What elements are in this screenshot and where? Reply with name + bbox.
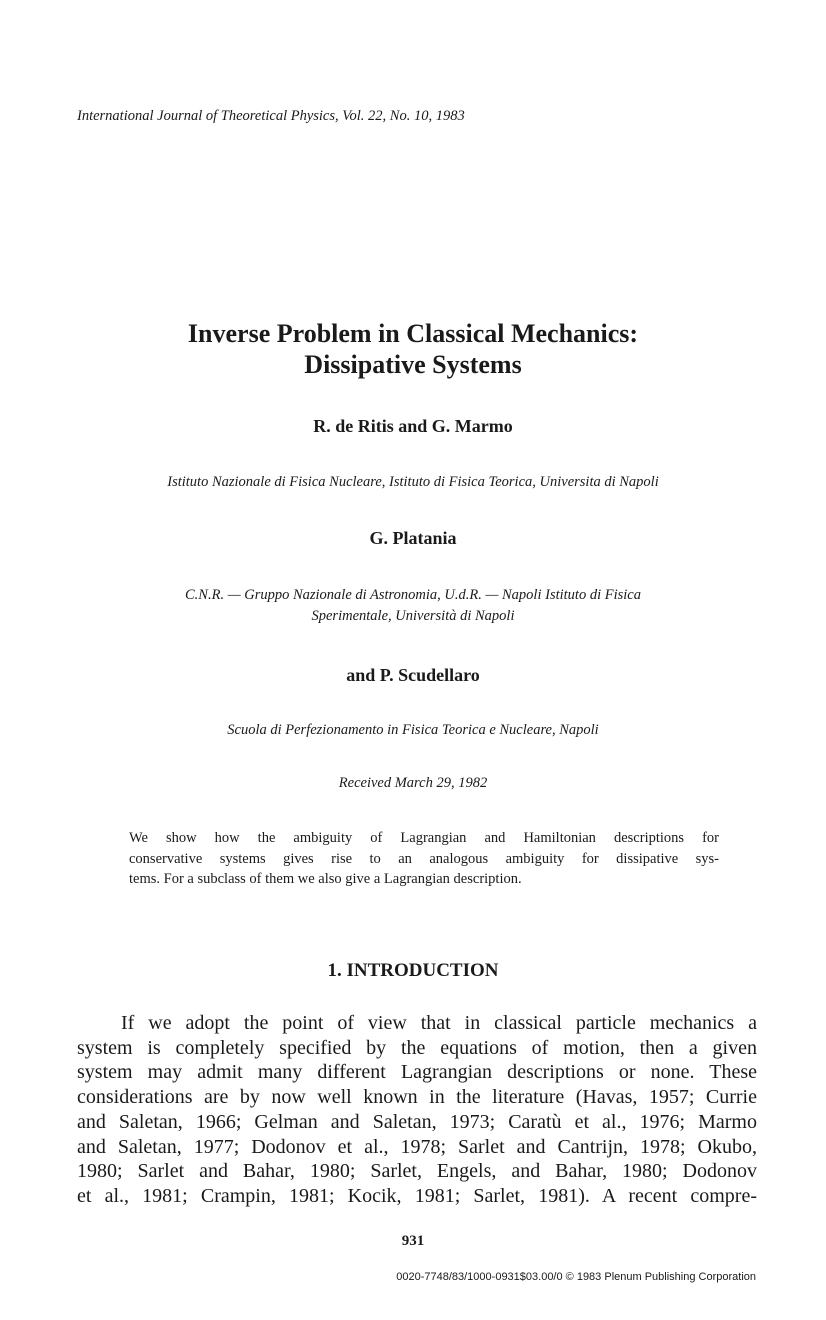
abstract [129, 828, 719, 890]
page-number: 931 [401, 1233, 425, 1249]
copyright-line: 0020-7748/83/1000-0931$03.00/0 © 1983 Plenum Publishing Corporation [396, 1271, 756, 1283]
paper-title [0, 318, 826, 380]
affiliation-2 [0, 585, 826, 627]
title-line-2: Dissipative Systems [304, 350, 522, 379]
body-line: system is completely specified by the equations of motion, then a given [77, 1036, 757, 1059]
body-paragraph [77, 1011, 757, 1209]
abstract-line: We show how the ambiguity of Lagrangian and Hamiltonian descriptions for [129, 830, 719, 846]
affiliation-3 [0, 720, 826, 741]
affiliation-1 [0, 472, 826, 493]
body-line: and Saletan, 1966; Gelman and Saletan, 1973; Caratù et al., 1976; Marmo [77, 1110, 757, 1133]
journal-citation: International Journal of Theoretical Physics, Vol. 22, No. 10, 1983 [77, 108, 465, 124]
section-heading: 1. INTRODUCTION [327, 960, 499, 981]
body-line: and Saletan, 1977; Dodonov et al., 1978; Sarlet and Cantrijn, 1978; Okubo, [77, 1135, 757, 1158]
author-3: and P. Scudellaro [346, 665, 480, 685]
received-date: Received March 29, 1982 [338, 775, 488, 791]
affiliation-1-line-1: Istituto Nazionale di Fisica Nucleare, Istituto di Fisica Teorica, Universita di Napoli [167, 474, 659, 490]
abstract-line: tems. For a subclass of them we also give a Lagrangian description. [129, 871, 522, 887]
body-line: system may admit many different Lagrangian descriptions or none. These [77, 1061, 757, 1084]
author-2: G. Platania [369, 528, 457, 548]
body-line: considerations are by now well known in the literature (Havas, 1957; Currie [77, 1086, 757, 1109]
author-1: R. de Ritis and G. Marmo [313, 416, 513, 436]
body-line: If we adopt the point of view that in classical particle mechanics a [121, 1012, 757, 1034]
body-line: 1980; Sarlet and Bahar, 1980; Sarlet, Engels, and Bahar, 1980; Dodonov [77, 1160, 757, 1183]
body-line: et al., 1981; Crampin, 1981; Kocik, 1981; Sarlet, 1981). A recent compre- [77, 1184, 757, 1207]
abstract-line: conservative systems gives rise to an analogous ambiguity for dissipative sys- [129, 850, 719, 867]
affiliation-3-line-1: Scuola di Perfezionamento in Fisica Teorica e Nucleare, Napoli [227, 722, 599, 738]
affiliation-2-line-2: Sperimentale, Università di Napoli [311, 608, 515, 624]
affiliation-2-line-1: C.N.R. — Gruppo Nazionale di Astronomia, U.d.R. — Napoli Istituto di Fisica [185, 587, 641, 603]
title-line-1: Inverse Problem in Classical Mechanics: [187, 319, 639, 348]
